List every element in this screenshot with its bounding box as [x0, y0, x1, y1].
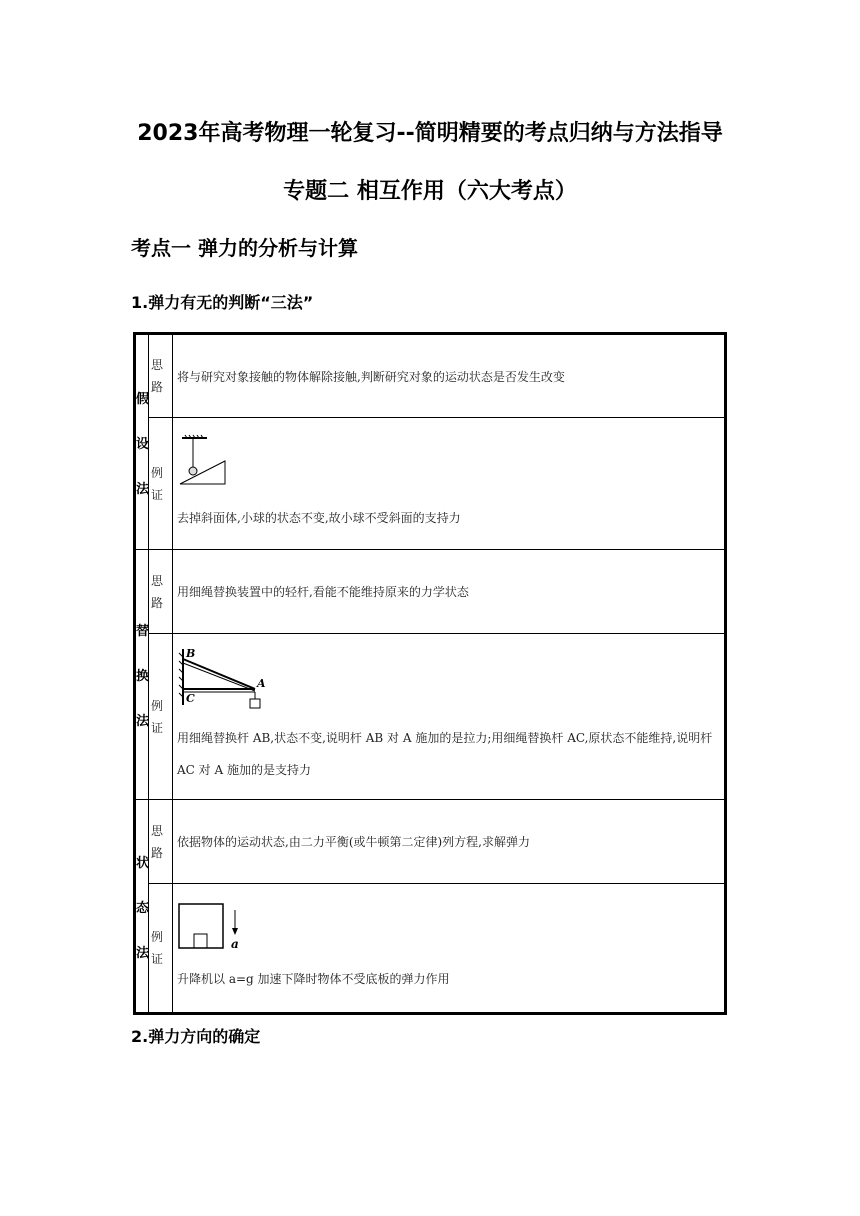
rod-AB [183, 659, 255, 689]
elevator-figure [177, 902, 257, 954]
thought-label: 思 路 [149, 800, 173, 884]
method-3-example-row [135, 884, 726, 1014]
example-label: 例 证 [149, 634, 173, 800]
example-label: 例 证 [149, 418, 173, 550]
method-3-thought-row [135, 800, 726, 884]
object-in-elevator [194, 934, 207, 948]
hanging-weight [250, 699, 260, 708]
label-a: a [231, 936, 239, 951]
label-A: A [257, 677, 266, 690]
document-subtitle: 专题二 相互作用（六大考点） [283, 179, 577, 204]
method-2-example: B C A 用细绳替换杆 AB,状态不变,说明杆 AB 对 A 施加的是拉力;用细绳替换杆 AC,原状态不能维持,说明杆 AC 对 A 施加的是支持力 [173, 634, 726, 800]
method-1-thought-row [135, 334, 726, 418]
elevator-box [179, 904, 223, 948]
thought-label: 思 路 [149, 550, 173, 634]
label-B: B [186, 647, 196, 660]
example-label: 例 证 [149, 884, 173, 1014]
ball [189, 467, 197, 475]
thought-label: 思 路 [149, 334, 173, 418]
ball-on-incline-figure [177, 433, 237, 493]
method-3-name: 状 态 法 [135, 800, 149, 1014]
method-1-name: 假 设 法 [135, 334, 149, 550]
section-heading: 考点一 弹力的分析与计算 [131, 236, 358, 260]
method-3-thought: 依据物体的运动状态,由二力平衡(或牛顿第二定律)列方程,求解弹力 [173, 800, 726, 884]
subsection-heading-2: 2.弹力方向的确定 [131, 1027, 261, 1046]
method-2-name: 替 换 法 [135, 550, 149, 800]
method-1-example-row [135, 418, 726, 550]
document-title: 2023年高考物理一轮复习--简明精要的考点归纳与方法指导 [137, 121, 723, 146]
rod-bracket-figure [177, 647, 277, 713]
methods-table [133, 332, 727, 1015]
incline-triangle [180, 461, 225, 484]
method-2-thought-row [135, 550, 726, 634]
method-1-thought: 将与研究对象接触的物体解除接触,判断研究对象的运动状态是否发生改变 [173, 334, 726, 418]
label-C: C [186, 692, 195, 705]
method-1-example: 去掉斜面体,小球的状态不变,故小球不受斜面的支持力 [173, 418, 726, 550]
method-3-example: a 升降机以 a=g 加速下降时物体不受底板的弹力作用 [173, 884, 726, 1014]
method-2-example-row [135, 634, 726, 800]
subsection-heading-1: 1.弹力有无的判断“三法” [131, 293, 314, 312]
method-2-thought: 用细绳替换装置中的轻杆,看能不能维持原来的力学状态 [173, 550, 726, 634]
